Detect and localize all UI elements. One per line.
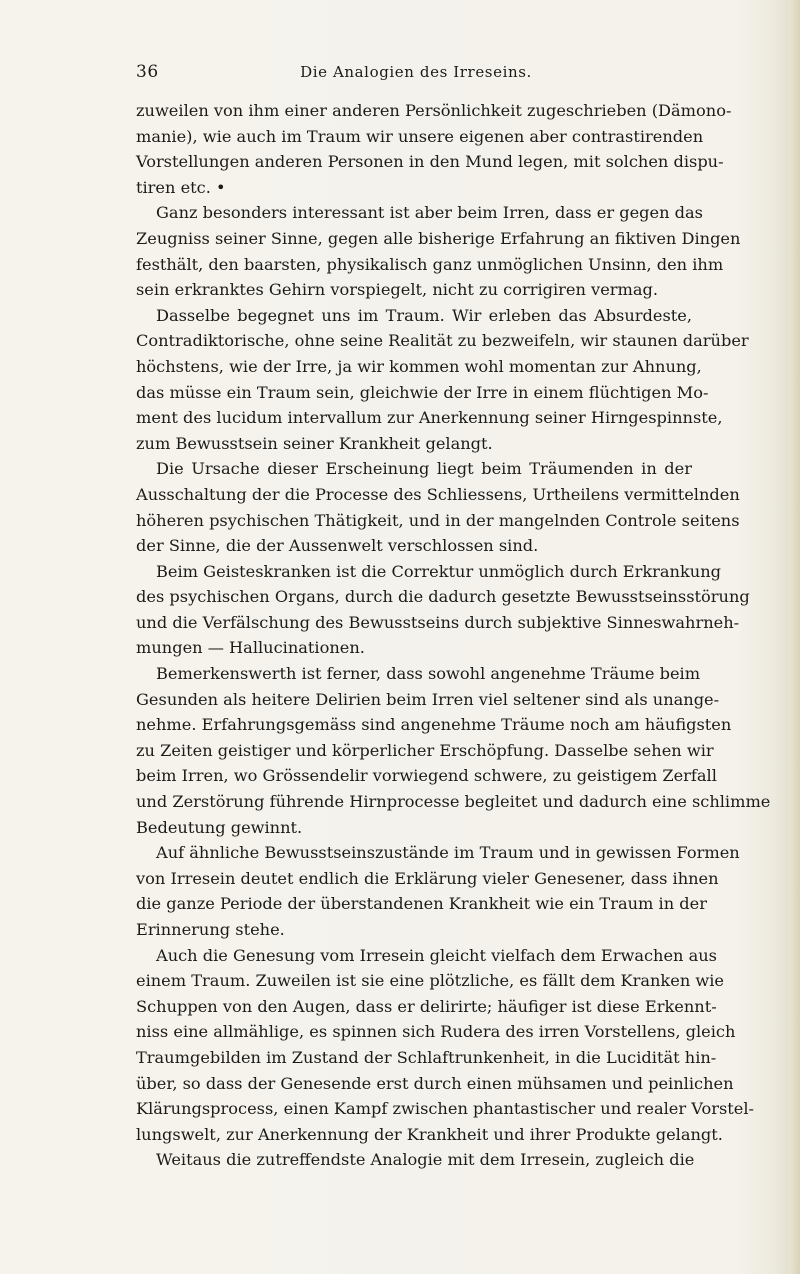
paragraph bbox=[136, 661, 771, 840]
text-line: höchstens, wie der Irre, ja wir kommen wohl momentan zur Ahnung, bbox=[136, 356, 702, 376]
text-line: und die Verfälschung des Bewusstseins durch subjektive Sinneswahrneh- bbox=[136, 612, 740, 632]
text-line: Klärungsprocess, einen Kampf zwischen phantastischer und realer Vorstel- bbox=[136, 1099, 754, 1119]
text-line: lungswelt, zur Anerkennung der Krankheit und ihrer Produkte gelangt. bbox=[136, 1124, 723, 1144]
paragraph bbox=[136, 1147, 695, 1173]
text-line: des psychischen Organs, durch die dadurch gesetzte Bewusstseinsstörung bbox=[136, 587, 750, 607]
text-line: Beim Geisteskranken ist die Correktur unmöglich durch Erkrankung bbox=[156, 561, 721, 581]
text-line: Die Ursache dieser Erscheinung liegt beim Träumenden in der bbox=[156, 459, 692, 479]
text-line: nehme. Erfahrungsgemäss sind angenehme Träume noch am häufigsten bbox=[136, 715, 732, 735]
text-line: Erinnerung stehe. bbox=[136, 920, 285, 939]
text-line: tiren etc. • bbox=[136, 177, 226, 197]
text-line: Ausschaltung der die Processe des Schliessens, Urtheilens vermittelnden bbox=[136, 484, 740, 504]
text-line: Vorstellungen anderen Personen in den Mund legen, mit solchen dispu- bbox=[136, 152, 724, 172]
text-line: Weitaus die zutreffendste Analogie mit dem Irresein, zugleich die bbox=[156, 1150, 695, 1170]
text-line: Dasselbe begegnet uns im Traum. Wir erleben das Absurdeste, bbox=[156, 305, 692, 325]
paragraph bbox=[136, 303, 749, 457]
text-line: Bemerkenswerth ist ferner, dass sowohl angenehme Träume beim bbox=[156, 664, 701, 684]
text-line: zu Zeiten geistiger und körperlicher Erschöpfung. Dasselbe sehen wir bbox=[136, 740, 714, 760]
text-line: manie), wie auch im Traum wir unsere eigenen aber contrastirenden bbox=[136, 126, 704, 146]
text-line: niss eine allmählige, es spinnen sich Rudera des irren Vorstellens, gleich bbox=[136, 1022, 736, 1042]
page-number: 36 bbox=[136, 62, 159, 82]
paragraph bbox=[136, 840, 740, 942]
text-line: ment des lucidum intervallum zur Anerkennung seiner Hirngespinnste, bbox=[136, 408, 723, 428]
text-line: der Sinne, die der Aussenwelt verschlossen sind. bbox=[136, 536, 539, 556]
paragraph bbox=[136, 456, 740, 558]
text-line: beim Irren, wo Grössendelir vorwiegend schwere, zu geistigem Zerfall bbox=[136, 766, 717, 786]
text-line: Contradiktorische, ohne seine Realität zu bezweifeln, wir staunen darüber bbox=[136, 331, 749, 351]
text-line: die ganze Periode der überstandenen Krankheit wie ein Traum in der bbox=[136, 894, 707, 914]
text-line: höheren psychischen Thätigkeit, und in der mangelnden Controle seitens bbox=[136, 510, 740, 530]
paragraph bbox=[136, 200, 741, 302]
text-line: Bedeutung gewinnt. bbox=[136, 817, 303, 837]
text-line: von Irresein deutet endlich die Erklärung vieler Genesener, dass ihnen bbox=[136, 868, 719, 888]
body-text bbox=[136, 98, 771, 1173]
page-edge-shadow bbox=[784, 0, 800, 1274]
text-line: mungen — Hallucinationen. bbox=[136, 638, 365, 658]
text-line: festhält, den baarsten, physikalisch ganz unmöglichen Unsinn, den ihm bbox=[136, 254, 724, 274]
paragraph bbox=[136, 98, 732, 200]
text-line: Gesunden als heitere Delirien beim Irren viel seltener sind als unange- bbox=[136, 689, 720, 709]
text-line: Auch die Genesung vom Irresein gleicht vielfach dem Erwachen aus bbox=[156, 945, 717, 965]
text-line: und Zerstörung führende Hirnprocesse begleitet und dadurch eine schlimme bbox=[136, 792, 771, 812]
running-title: Die Analogien des Irreseins. bbox=[300, 63, 532, 81]
text-line: Ganz besonders interessant ist aber beim Irren, dass er gegen das bbox=[156, 203, 703, 223]
text-line: einem Traum. Zuweilen ist sie eine plötzliche, es fällt dem Kranken wie bbox=[136, 971, 725, 991]
text-line: das müsse ein Traum sein, gleichwie der Irre in einem flüchtigen Mo- bbox=[136, 382, 709, 402]
text-line: sein erkranktes Gehirn vorspiegelt, nicht zu corrigiren vermag. bbox=[136, 280, 659, 300]
text-line: Schuppen von den Augen, dass er delirirte; häufiger ist diese Erkennt- bbox=[136, 996, 717, 1016]
paragraph bbox=[136, 559, 750, 661]
text-line: Auf ähnliche Bewusstseinszustände im Traum und in gewissen Formen bbox=[156, 843, 740, 863]
text-line: zuweilen von ihm einer anderen Persönlichkeit zugeschrieben (Dämono- bbox=[136, 101, 732, 120]
text-line: zum Bewusstsein seiner Krankheit gelangt. bbox=[136, 433, 493, 453]
text-line: Zeugniss seiner Sinne, gegen alle bisherige Erfahrung an fiktiven Dingen bbox=[136, 228, 741, 248]
text-line: über, so dass der Genesende erst durch einen mühsamen und peinlichen bbox=[136, 1073, 734, 1093]
text-line: Traumgebilden im Zustand der Schlaftrunkenheit, in die Lucidität hin- bbox=[136, 1047, 717, 1067]
page-header bbox=[136, 62, 696, 88]
paragraph bbox=[136, 943, 754, 1148]
